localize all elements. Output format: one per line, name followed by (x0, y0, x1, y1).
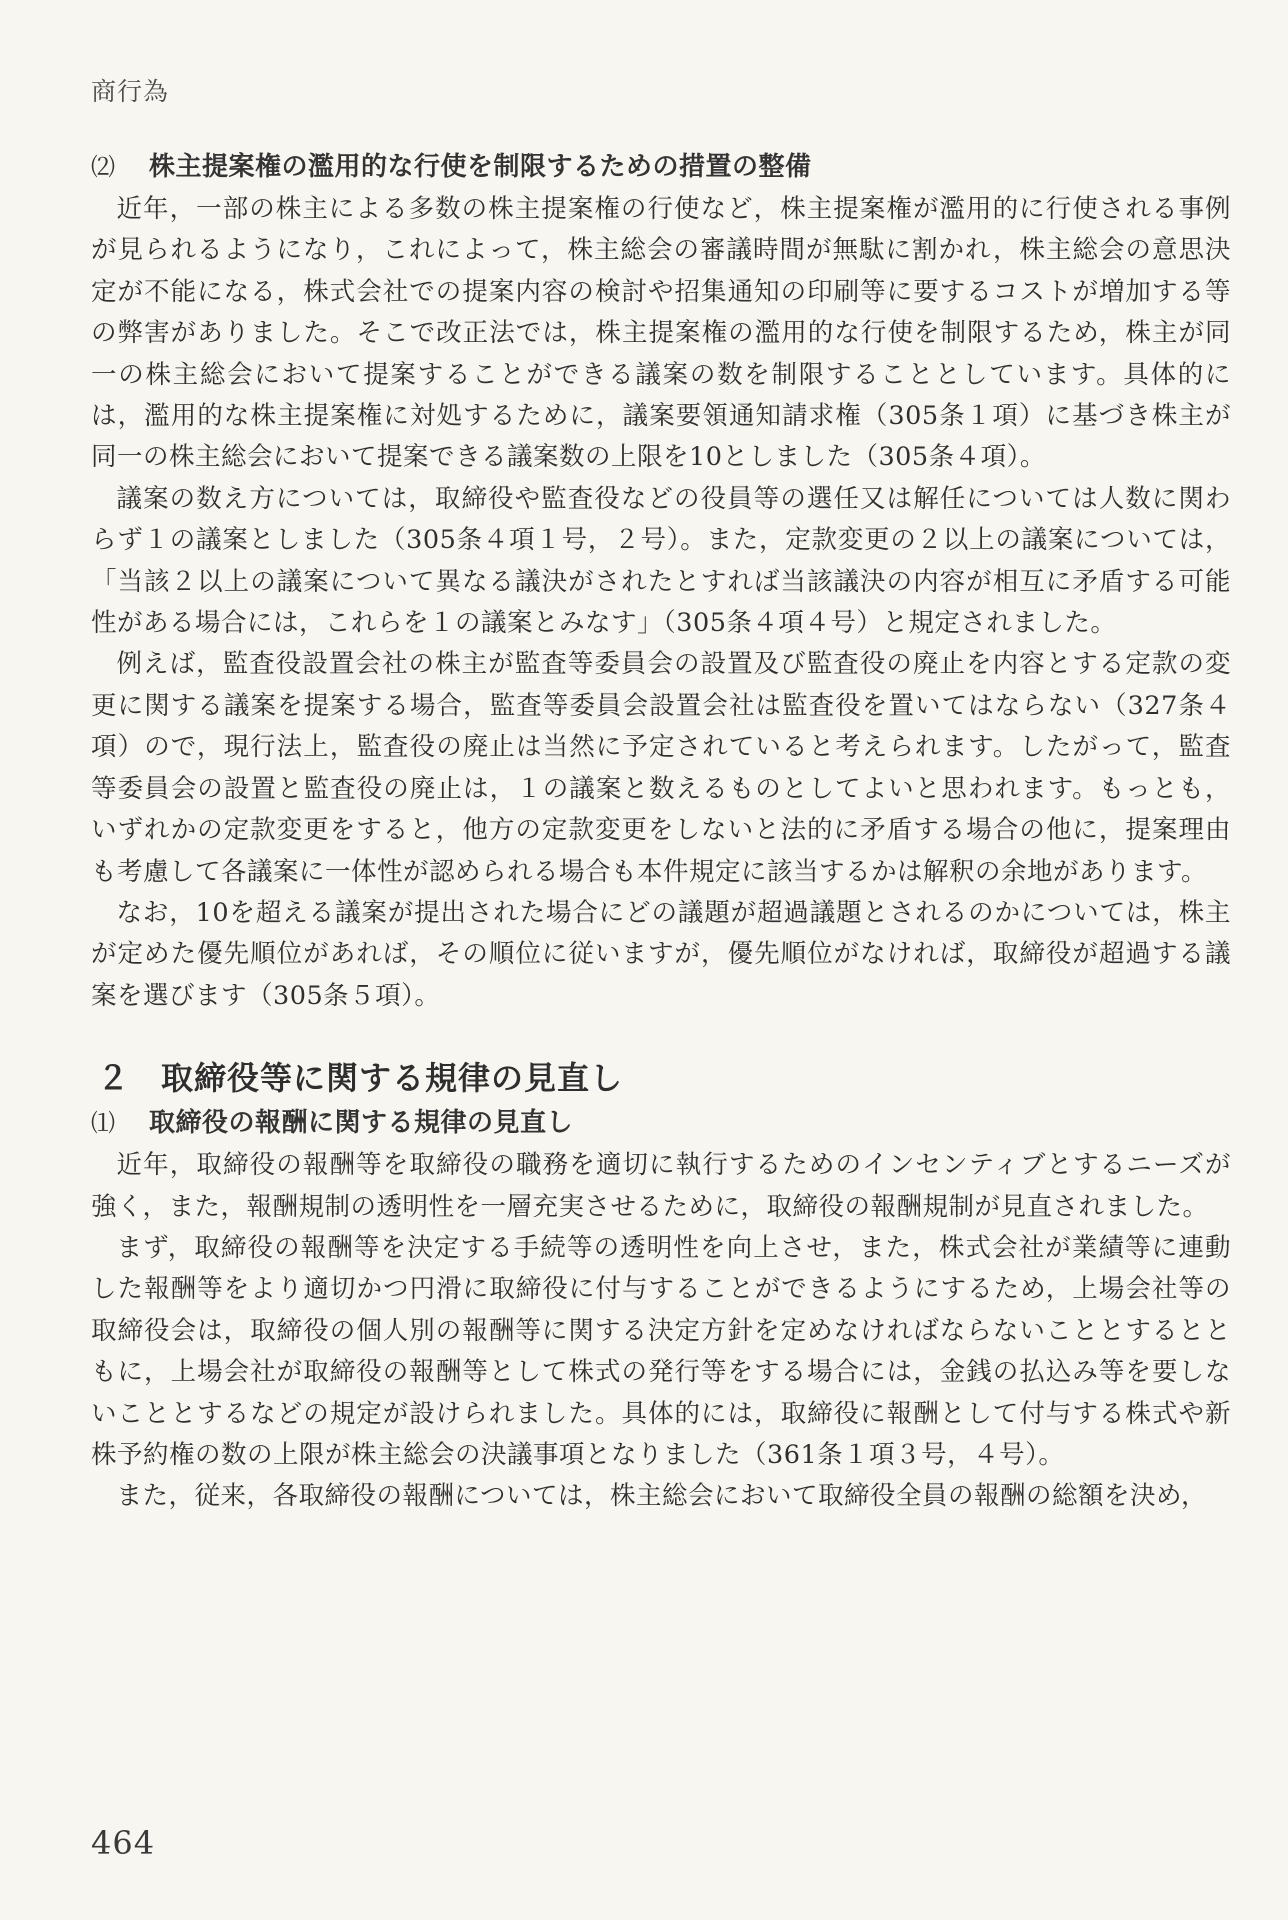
section-title: 取締役等に関する規律の見直し (161, 1059, 624, 1098)
subsection-title: 株主提案権の濫用的な行使を制限するための措置の整備 (149, 152, 812, 182)
paragraph: まず，取締役の報酬等を決定する手続等の透明性を向上させ，また，株式会社が業績等に連動した報酬等をより適切かつ円滑に取締役に付与することができるようにするため，上場会社等の取締役会は，取締役の個人別の報酬等に関する決定方針を定めなければならないこととするとともに，上場会社が取締役の報酬等として株式の発行等をする場合には，金銭の払込み等を要しないこととするなどの規定が設けられました。具体的には，取締役に報酬として付与する株式や新株予約権の数の上限が株主総会の決議事項となりました（361条１項３号，４号）。 (91, 1232, 1231, 1470)
section-spacer (91, 1017, 1231, 1055)
paragraph: なお，10を超える議案が提出された場合にどの議題が超過議題とされるのかについては，株主が定めた優先順位があれば，その順位に従いますが，優先順位がなければ，取締役が超過する議案を選びます（305条５項）。 (91, 897, 1231, 1011)
subsection-number: ⑴ (91, 1109, 116, 1138)
section-number: ２ (97, 1059, 131, 1098)
paragraph: また，従来，各取締役の報酬については，株主総会において取締役全員の報酬の総額を決め， (116, 1481, 1207, 1512)
section-heading (91, 1055, 1231, 1101)
page-body (91, 145, 1231, 1518)
paragraph: 近年，取締役の報酬等を取締役の職務を適切に執行するためのインセンティブとするニーズが強く，また，報酬規制の透明性を一層充実させるために，取締役の報酬規制が見直されました。 (91, 1150, 1231, 1222)
paragraph: 例えば，監査役設置会社の株主が監査等委員会の設置及び監査役の廃止を内容とする定款の変更に関する議案を提案する場合，監査等委員会設置会社は監査役を置いてはならない（327条４項）ので，現行法上，監査役の廃止は当然に予定されていると考えられます。したがって，監査等委員会の設置と監査役の廃止は，１の議案と数えるものとしてよいと思われます。もっとも，いずれかの定款変更をすると，他方の定款変更をしないと法的に矛盾する場合の他に，提案理由も考慮して各議案に一体性が認められる場合も本件規定に該当するかは解釈の余地があります。 (91, 649, 1231, 887)
paragraph: 議案の数え方については，取締役や監査役などの役員等の選任又は解任については人数に関わらず１の議案としました（305条４項１号，２号）。また，定款変更の２以上の議案については，「当該２以上の議案について異なる議決がされたとすれば当該議決の内容が相互に矛盾する可能性がある場合には，これらを１の議案とみなす」（305条４項４号）と規定されました。 (91, 483, 1231, 639)
subsection-heading (91, 145, 1231, 189)
subsection-heading (91, 1101, 1231, 1145)
paragraph: 近年，一部の株主による多数の株主提案権の行使など，株主提案権が濫用的に行使される事例が見られるようになり，これによって，株主総会の審議時間が無駄に割かれ，株主総会の意思決定が不能になる，株式会社での提案内容の検討や招集通知の印刷等に要するコストが増加する等の弊害がありました。そこで改正法では，株主提案権の濫用的な行使を制限するため，株主が同一の株主総会において提案することができる議案の数を制限することとしています。具体的には，濫用的な株主提案権に対処するために，議案要領通知請求権（305条１項）に基づき株主が同一の株主総会において提案できる議案数の上限を10としました（305条４項）。 (91, 194, 1231, 473)
running-header: 商行為 (91, 77, 170, 106)
subsection-title: 取締役の報酬に関する規律の見直し (149, 1108, 574, 1139)
page-number: 464 (91, 1824, 156, 1862)
subsection-number: ⑵ (91, 153, 116, 181)
